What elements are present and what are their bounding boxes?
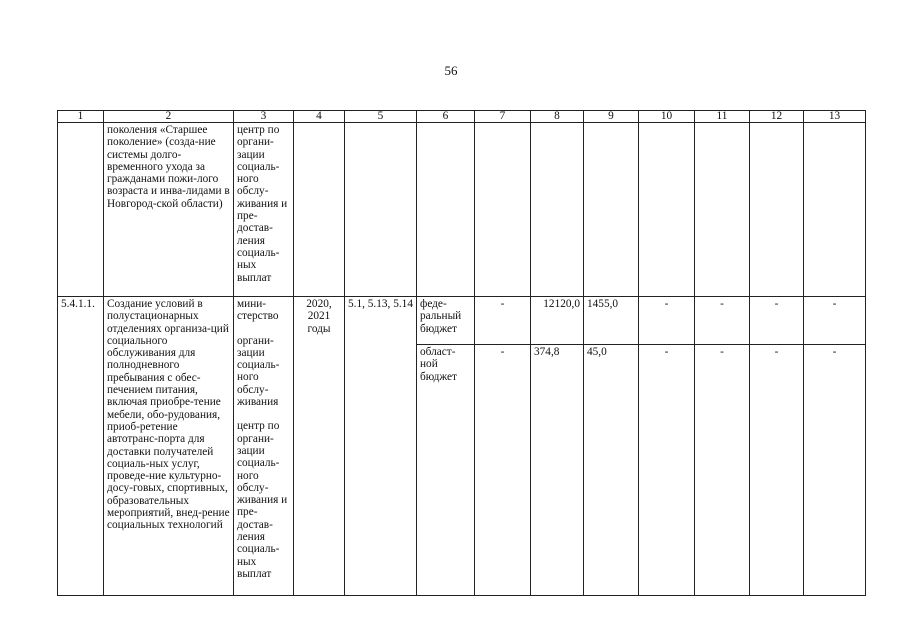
executor-organizations: органи-зации социаль-ного обслу-живания (237, 334, 280, 409)
column-number-header: 11 (695, 111, 750, 123)
indicators-cell: 5.1, 5.13, 5.14 (345, 297, 417, 596)
description-cell: Создание условий в полустационарных отделениях организа-ций социального обслуживания для полнодневного пребывания с обес-печением питания, включая приобре-тение мебели, обо-рудования, приоб-ретение автотранс-порта для доставки получателей социаль-ных услуг, проведе-ние культурно-досу-говых, спортивных, образовательных мероприятий, внед-рение социальных технологий (104, 297, 234, 596)
empty-cell (475, 123, 531, 297)
value-cell: - (695, 297, 750, 345)
value-cell: 12120,0 (531, 297, 584, 345)
column-number-header: 4 (294, 111, 345, 123)
value-cell: 45,0 (584, 345, 639, 596)
table-header-row (58, 111, 866, 123)
column-number-header: 10 (639, 111, 695, 123)
empty-cell (584, 123, 639, 297)
table-row (58, 297, 866, 345)
value-cell: - (750, 297, 804, 345)
row-number-cell: 5.4.1.1. (58, 297, 104, 596)
value-cell: - (804, 297, 866, 345)
empty-cell (804, 123, 866, 297)
value-cell: - (804, 345, 866, 596)
column-number-header: 1 (58, 111, 104, 123)
value-cell: - (750, 345, 804, 596)
value-cell: - (639, 297, 695, 345)
years-cell: 2020, 2021 годы (294, 297, 345, 596)
row-number-cell (58, 123, 104, 297)
column-number-header: 13 (804, 111, 866, 123)
funding-source-cell: феде-ральный бюджет (417, 297, 475, 345)
empty-cell (417, 123, 475, 297)
executor-ministry: мини-стерство (237, 298, 279, 323)
empty-cell (531, 123, 584, 297)
value-cell: - (475, 345, 531, 596)
empty-cell (695, 123, 750, 297)
column-number-header: 6 (417, 111, 475, 123)
column-number-header: 8 (531, 111, 584, 123)
funding-source-cell: област-ной бюджет (417, 345, 475, 596)
column-number-header: 2 (104, 111, 234, 123)
column-number-header: 5 (345, 111, 417, 123)
page-number: 56 (444, 63, 458, 78)
empty-cell (345, 123, 417, 297)
description-cell: поколения «Старшее поколение» (созда-ние системы долго-временного ухода за гражданами пожи-лого возраста и инва-лидами в Новгород-ской области) (104, 123, 234, 297)
empty-cell (639, 123, 695, 297)
column-number-header: 9 (584, 111, 639, 123)
value-cell: 374,8 (531, 345, 584, 596)
value-cell: - (475, 297, 531, 345)
program-table (57, 110, 866, 596)
value-cell: 1455,0 (584, 297, 639, 345)
executor-cell (234, 297, 294, 596)
column-number-header: 3 (234, 111, 294, 123)
table-row (58, 123, 866, 297)
empty-cell (294, 123, 345, 297)
column-number-header: 7 (475, 111, 531, 123)
executor-center: центр по органи-зации социаль-ного обслу-живания и пре-достав-ления социаль-ных выплат (237, 420, 288, 580)
empty-cell (750, 123, 804, 297)
executor-cell: центр по органи-зации социаль-ного обслу-живания и пре-достав-ления социаль-ных выплат (234, 123, 294, 297)
column-number-header: 12 (750, 111, 804, 123)
value-cell: - (695, 345, 750, 596)
value-cell: - (639, 345, 695, 596)
